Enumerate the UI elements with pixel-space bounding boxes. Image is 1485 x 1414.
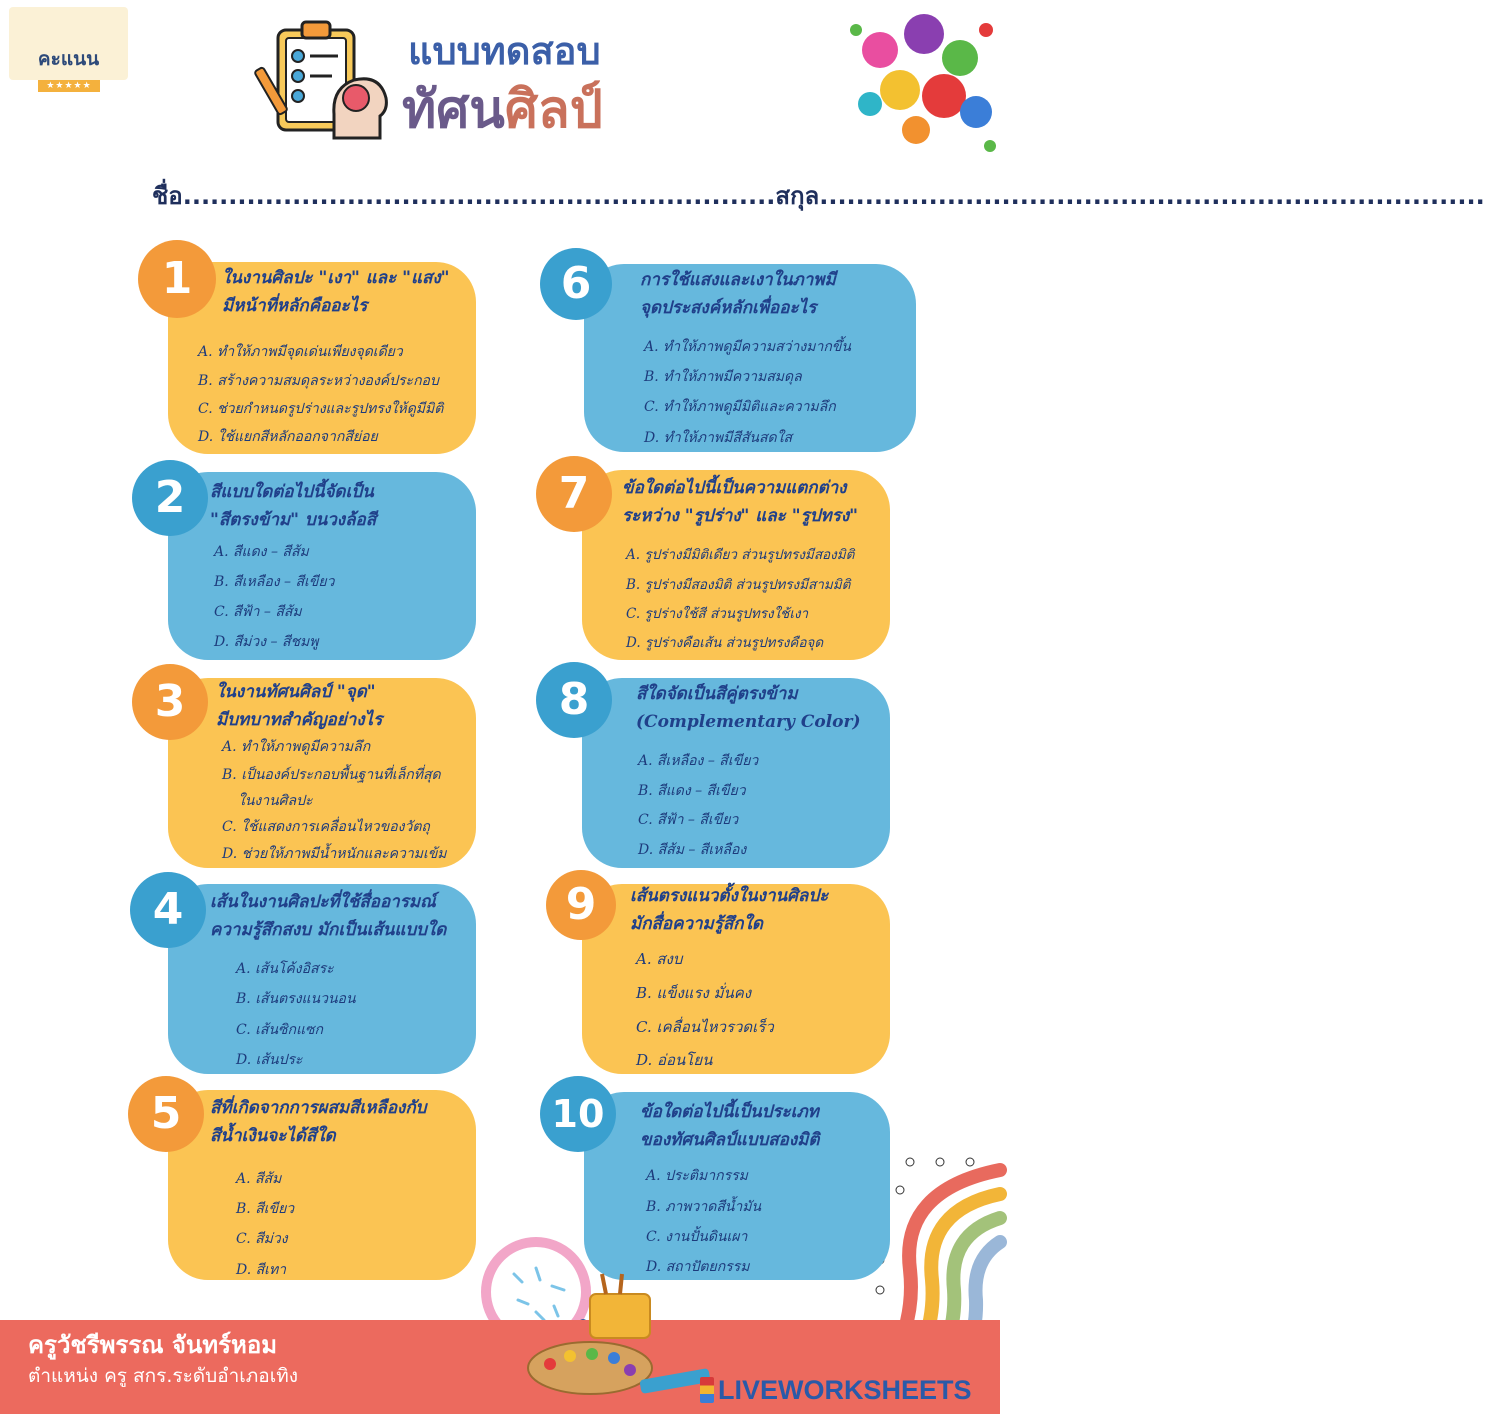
option-1c[interactable]: C. ช่วยกำหนดรูปร่างและรูปทรงให้ดูมีมิติ bbox=[198, 401, 444, 417]
teacher-name: ครูวัชรีพรรณ จันทร์หอม bbox=[28, 1331, 278, 1359]
question-number-4: 4 bbox=[130, 872, 206, 948]
option-2c[interactable]: C. สีฟ้า – สีส้ม bbox=[214, 604, 302, 620]
option-3b[interactable]: B. เป็นองค์ประกอบพื้นฐานที่เล็กที่สุด bbox=[222, 767, 441, 783]
question-text-10 bbox=[640, 1098, 819, 1154]
paint-palette-icon bbox=[520, 1294, 720, 1404]
name-surname-line[interactable]: ชื่อ.................................................................สกุล......................................................................... bbox=[152, 182, 1485, 210]
question-number-8: 8 bbox=[536, 662, 612, 738]
option-2d[interactable]: D. สีม่วง – สีชมพู bbox=[214, 634, 319, 650]
option-10d[interactable]: D. สถาปัตยกรรม bbox=[646, 1259, 750, 1275]
score-label: คะแนน bbox=[37, 48, 100, 70]
option-7a[interactable]: A. รูปร่างมีมิติเดียว ส่วนรูปทรงมีสองมิติ bbox=[626, 547, 855, 563]
question-text-5 bbox=[210, 1094, 426, 1150]
question-6-line1: การใช้แสงและเงาในภาพมี bbox=[640, 270, 836, 290]
option-1d[interactable]: D. ใช้แยกสีหลักออกจากสีย่อย bbox=[198, 429, 378, 445]
option-7c[interactable]: C. รูปร่างใช้สี ส่วนรูปทรงใช้เงา bbox=[626, 606, 809, 622]
option-9a[interactable]: A. สงบ bbox=[636, 950, 683, 968]
question-number-2: 2 bbox=[132, 460, 208, 536]
question-10-line1: ข้อใดต่อไปนี้เป็นประเภท bbox=[640, 1102, 819, 1122]
option-2a[interactable]: A. สีแดง – สีส้ม bbox=[214, 544, 309, 560]
question-text-1 bbox=[222, 264, 450, 320]
question-text-6 bbox=[640, 266, 836, 322]
option-4d[interactable]: D. เส้นประ bbox=[236, 1052, 303, 1068]
option-6d[interactable]: D. ทำให้ภาพมีสีสันสดใส bbox=[644, 430, 793, 446]
question-5-line2: สีน้ำเงินจะได้สีใด bbox=[210, 1126, 336, 1146]
question-8-line1: สีใดจัดเป็นสีคู่ตรงข้าม bbox=[636, 684, 798, 704]
option-9c[interactable]: C. เคลื่อนไหวรวดเร็ว bbox=[636, 1018, 774, 1036]
option-4c[interactable]: C. เส้นซิกแซก bbox=[236, 1022, 323, 1038]
question-text-4 bbox=[210, 888, 446, 944]
question-8-line2: (Complementary Color) bbox=[636, 712, 861, 732]
score-box bbox=[9, 7, 128, 80]
question-number-7: 7 bbox=[536, 456, 612, 532]
option-5d[interactable]: D. สีเทา bbox=[236, 1262, 287, 1278]
question-2-line2: "สีตรงข้าม" บนวงล้อสี bbox=[210, 510, 377, 530]
title-part1: ทัศน bbox=[402, 80, 505, 140]
question-5-line1: สีที่เกิดจากการผสมสีเหลืองกับ bbox=[210, 1098, 427, 1118]
question-3-line1: ในงานทัศนศิลป์ "จุด" bbox=[216, 682, 376, 702]
question-1-line1: ในงานศิลปะ "เงา" และ "แสง" bbox=[222, 268, 450, 288]
question-7-line1: ข้อใดต่อไปนี้เป็นความแตกต่าง bbox=[622, 478, 847, 498]
question-6-line2: จุดประสงค์หลักเพื่ออะไร bbox=[640, 298, 817, 318]
question-4-line1: เส้นในงานศิลปะที่ใช้สื่ออารมณ์ bbox=[210, 892, 436, 912]
title-part2: ศิลป์ bbox=[504, 80, 603, 140]
option-8a[interactable]: A. สีเหลือง – สีเขียว bbox=[638, 753, 759, 769]
option-7d[interactable]: D. รูปร่างคือเส้น ส่วนรูปทรงคือจุด bbox=[626, 635, 824, 651]
option-4a[interactable]: A. เส้นโค้งอิสระ bbox=[236, 961, 334, 977]
score-stars: ★★★★★ bbox=[38, 80, 100, 92]
question-number-9: 9 bbox=[546, 870, 616, 940]
question-number-1: 1 bbox=[138, 240, 216, 318]
question-number-6: 6 bbox=[540, 248, 612, 320]
option-1a[interactable]: A. ทำให้ภาพมีจุดเด่นเพียงจุดเดียว bbox=[198, 344, 403, 360]
question-2-line1: สีแบบใดต่อไปนี้จัดเป็น bbox=[210, 482, 374, 502]
option-8d[interactable]: D. สีส้ม – สีเหลือง bbox=[638, 842, 747, 858]
clipboard-brain-icon bbox=[262, 18, 392, 140]
option-8b[interactable]: B. สีแดง – สีเขียว bbox=[638, 783, 746, 799]
paint-splash-icon bbox=[840, 0, 1000, 160]
question-number-10: 10 bbox=[540, 1076, 616, 1152]
option-6a[interactable]: A. ทำให้ภาพดูมีความสว่างมากขึ้น bbox=[644, 339, 851, 355]
question-9-line1: เส้นตรงแนวตั้งในงานศิลปะ bbox=[630, 886, 829, 906]
option-3c[interactable]: C. ใช้แสดงการเคลื่อนไหวของวัตถุ bbox=[222, 819, 430, 835]
question-3-line2: มีบทบาทสำคัญอย่างไร bbox=[216, 710, 383, 730]
option-5a[interactable]: A. สีส้ม bbox=[236, 1171, 282, 1187]
question-text-2 bbox=[210, 478, 376, 534]
liveworksheets-brand bbox=[700, 1372, 972, 1408]
title-line1: แบบทดสอบ bbox=[408, 29, 601, 73]
question-number-3: 3 bbox=[132, 664, 208, 740]
option-6b[interactable]: B. ทำให้ภาพมีความสมดุล bbox=[644, 369, 802, 385]
option-3a[interactable]: A. ทำให้ภาพดูมีความลึก bbox=[222, 739, 371, 755]
question-1-line2: มีหน้าที่หลักคืออะไร bbox=[222, 296, 368, 316]
option-1b[interactable]: B. สร้างความสมดุลระหว่างองค์ประกอบ bbox=[198, 373, 439, 389]
question-text-7 bbox=[622, 474, 858, 530]
option-9d[interactable]: D. อ่อนโยน bbox=[636, 1051, 713, 1069]
page-title bbox=[402, 80, 603, 140]
question-text-9 bbox=[630, 882, 828, 938]
option-10c[interactable]: C. งานปั้นดินเผา bbox=[646, 1229, 748, 1245]
option-2b[interactable]: B. สีเหลือง – สีเขียว bbox=[214, 574, 335, 590]
question-9-line2: มักสื่อความรู้สึกใด bbox=[630, 914, 763, 934]
option-10a[interactable]: A. ประติมากรรม bbox=[646, 1168, 748, 1184]
question-10-line2: ของทัศนศิลป์แบบสองมิติ bbox=[640, 1130, 820, 1150]
question-7-line2: ระหว่าง "รูปร่าง" และ "รูปทรง" bbox=[622, 506, 859, 526]
question-text-8 bbox=[636, 680, 861, 736]
option-8c[interactable]: C. สีฟ้า – สีเขียว bbox=[638, 812, 739, 828]
question-number-5: 5 bbox=[128, 1076, 204, 1152]
option-6c[interactable]: C. ทำให้ภาพดูมีมิติและความลึก bbox=[644, 399, 836, 415]
option-9b[interactable]: B. แข็งแรง มั่นคง bbox=[636, 984, 752, 1002]
option-10b[interactable]: B. ภาพวาดสีน้ำมัน bbox=[646, 1199, 762, 1215]
option-3b-cont[interactable]: ในงานศิลปะ bbox=[238, 793, 313, 809]
option-5b[interactable]: B. สีเขียว bbox=[236, 1201, 295, 1217]
liveworksheets-logo-icon bbox=[700, 1377, 714, 1403]
option-3d[interactable]: D. ช่วยให้ภาพมีน้ำหนักและความเข้ม bbox=[222, 846, 447, 862]
option-4b[interactable]: B. เส้นตรงแนวนอน bbox=[236, 991, 356, 1007]
question-text-3 bbox=[216, 678, 382, 734]
brand-text: LIVEWORKSHEETS bbox=[718, 1374, 972, 1405]
option-7b[interactable]: B. รูปร่างมีสองมิติ ส่วนรูปทรงมีสามมิติ bbox=[626, 577, 851, 593]
question-4-line2: ความรู้สึกสงบ มักเป็นเส้นแบบใด bbox=[210, 920, 447, 940]
teacher-position: ตำแหน่ง ครู สกร.ระดับอำเภอเทิง bbox=[28, 1365, 298, 1387]
option-5c[interactable]: C. สีม่วง bbox=[236, 1231, 288, 1247]
